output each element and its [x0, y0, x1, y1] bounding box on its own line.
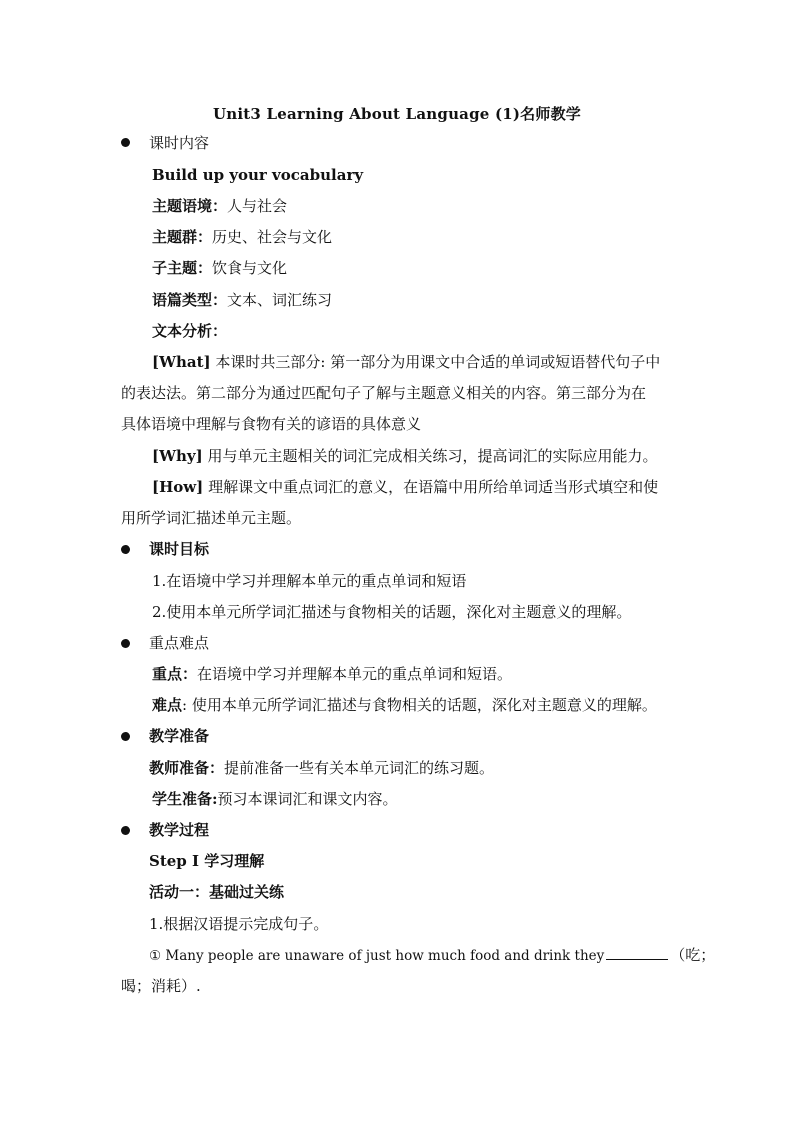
teacher-prep-label: 教师准备：	[149, 759, 225, 777]
subtheme-label: 子主题：	[152, 259, 213, 277]
what-text-1: 本课时共三部分: 第一部分为用课文中合适的单词或短语替代句子中	[215, 353, 661, 371]
text-type-value: 文本、词汇练习	[227, 291, 333, 309]
question-1-hint: （吃；	[670, 946, 716, 964]
text-type-line	[152, 290, 332, 310]
why-line	[152, 446, 657, 466]
bullet-icon	[121, 639, 130, 648]
what-line-2: 的表达法。第二部分为通过匹配句子了解与主题意义相关的内容。第三部分为在	[121, 384, 647, 402]
difficulty-line	[152, 695, 657, 715]
difficulty-value: : 使用本单元所学词汇描述与食物相关的话题，深化对主题意义的理解。	[182, 696, 657, 714]
answer-blank[interactable]	[606, 945, 668, 960]
why-tag: [Why]	[152, 447, 203, 465]
bullet-icon	[121, 732, 130, 741]
lesson-subtitle: Build up your vocabulary	[152, 166, 364, 184]
teacher-prep-line	[149, 758, 494, 778]
section-heading-process: 教学过程	[149, 821, 210, 839]
difficulty-label: 难点	[152, 696, 183, 714]
section-heading-content: 课时内容	[149, 134, 210, 152]
exercise-instruction: 1.根据汉语提示完成句子。	[149, 915, 329, 933]
subtheme-value: 饮食与文化	[212, 259, 288, 277]
what-tag: [What]	[152, 353, 211, 371]
objective-item-2: 2.使用本单元所学词汇描述与食物相关的话题，深化对主题意义的理解。	[152, 603, 632, 621]
text-analysis-label: 文本分析：	[152, 322, 228, 340]
bullet-icon	[121, 545, 130, 554]
subtheme-line	[152, 258, 287, 278]
question-1-line	[149, 945, 715, 966]
theme-group-line	[152, 227, 332, 247]
bullet-icon	[121, 138, 130, 147]
activity-heading: 活动一：基础过关练	[149, 883, 285, 901]
section-heading-preparation: 教学准备	[149, 727, 210, 745]
how-text-1: 理解课文中重点词汇的意义，在语篇中用所给单词适当形式填空和使	[208, 478, 659, 496]
theme-context-value: 人与社会	[227, 197, 288, 215]
how-tag: [How]	[152, 478, 204, 496]
bullet-icon	[121, 826, 130, 835]
objective-item-1: 1.在语境中学习并理解本单元的重点单词和短语	[152, 572, 467, 590]
section-heading-key-points: 重点难点	[149, 634, 210, 652]
how-line-2: 用所学词汇描述单元主题。	[121, 509, 302, 527]
theme-group-value: 历史、社会与文化	[212, 228, 333, 246]
document-title: Unit3 Learning About Language (1)名师教学	[213, 105, 581, 123]
theme-context-label: 主题语境：	[152, 197, 228, 215]
student-prep-line	[152, 789, 398, 809]
student-prep-value: 预习本课词汇和课文内容。	[217, 790, 398, 808]
key-point-value: 在语境中学习并理解本单元的重点单词和短语。	[197, 665, 513, 683]
how-line-1	[152, 477, 658, 497]
theme-context-line	[152, 196, 287, 216]
student-prep-label: 学生准备:	[152, 790, 218, 808]
text-type-label: 语篇类型：	[152, 291, 228, 309]
what-line-3: 具体语境中理解与食物有关的谚语的具体意义	[121, 415, 422, 433]
question-1-text: ① Many people are unaware of just how much food and drink they	[149, 948, 605, 964]
key-point-label: 重点：	[152, 665, 198, 683]
theme-group-label: 主题群：	[152, 228, 213, 246]
key-point-line	[152, 664, 512, 684]
teacher-prep-value: 提前准备一些有关本单元词汇的练习题。	[224, 759, 495, 777]
why-text: 用与单元主题相关的词汇完成相关练习，提高词汇的实际应用能力。	[207, 447, 658, 465]
question-1-hint-continued: 喝；消耗）.	[121, 977, 201, 995]
what-line-1	[152, 352, 660, 372]
step-heading: Step I 学习理解	[149, 852, 265, 870]
section-heading-objectives: 课时目标	[149, 540, 210, 558]
